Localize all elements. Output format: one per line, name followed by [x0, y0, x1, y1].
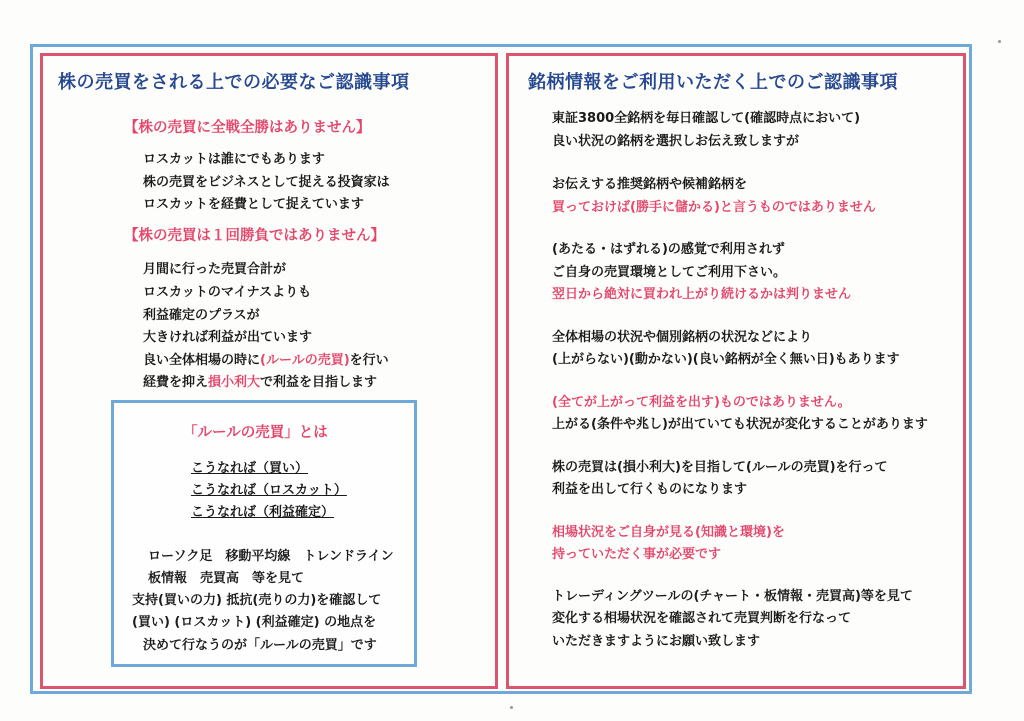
box-line: ローソク足 移動平均線 トレンドライン — [148, 549, 394, 564]
box-line: 支持(買いの力) 抵抗(売りの力)を確認して — [132, 593, 382, 608]
box-item: こうなれば（買い） — [191, 461, 309, 476]
section1-line: ロスカットを経費として捉えています — [143, 197, 364, 212]
box-line: 決めて行なうのが「ルールの売買」です — [143, 638, 377, 653]
p7-line-red: 相場状況をご自身が見る(知識と環境)を — [552, 525, 785, 540]
section1-heading: 【株の売買に全戦全勝はありません】 — [124, 120, 371, 136]
small-loss-big-profit-highlight: 損小利大 — [208, 375, 261, 390]
p3-line-red: 翌日から絶対に買われ上がり続けるかは判りません — [552, 287, 852, 302]
section1-line: 株の売買をビジネスとして捉える投資家は — [143, 175, 390, 190]
p8-line: いただきますようにお願い致します — [552, 634, 761, 649]
p5-line-red: (全てが上がって利益を出す)ものではありません。 — [552, 395, 851, 410]
box-line: (買い) (ロスカット) (利益確定) の地点を — [132, 615, 377, 630]
section2-line: 大きければ利益が出ています — [143, 330, 313, 345]
p1-line: 東証3800全銘柄を毎日確認して(確認時点において) — [552, 111, 861, 126]
box-line: 板情報 売買高 等を見て — [148, 571, 305, 586]
text: で利益を目指します — [260, 375, 378, 390]
box-heading: 「ルールの売買」とは — [183, 425, 328, 441]
box-item: こうなれば（ロスカット） — [191, 483, 347, 498]
section2-line: 利益確定のプラスが — [143, 308, 260, 323]
p5-line: 上がる(条件や兆し)が出ていても状況が変化することがあります — [552, 417, 928, 432]
rule-trading-highlight: (ルールの売買) — [260, 353, 350, 368]
scan-speck — [998, 40, 1001, 43]
text: 経費を抑え — [143, 375, 209, 390]
p8-line: 変化する相場状況を確認されて売買判断を行なって — [552, 611, 852, 626]
section2-heading: 【株の売買は１回勝負ではありません】 — [124, 228, 385, 244]
section2-line: ロスカットのマイナスよりも — [143, 285, 312, 300]
p2-line-red: 買っておけば(勝手に儲かる)と言うものではありません — [552, 200, 876, 215]
p8-line: トレーディングツールの(チャート・板情報・売買高)等を見て — [552, 589, 913, 604]
section1-line: ロスカットは誰にでもあります — [143, 152, 325, 167]
right-title: 銘柄情報をご利用いただく上でのご認識事項 — [528, 72, 898, 93]
p6-line: 株の売買は(損小利大)を目指して(ルールの売買)を行って — [552, 460, 888, 475]
p4-line: (上がらない)(動かない)(良い銘柄が全く無い日)もあります — [552, 352, 900, 367]
box-item: こうなれば（利益確定） — [191, 505, 335, 520]
text: を行い — [349, 353, 389, 368]
p6-line: 利益を出して行くものになります — [552, 482, 748, 497]
section2-line-profit — [143, 371, 377, 390]
text: 良い全体相場の時に — [143, 353, 261, 368]
p3-line: ご自身の売買環境としてご利用下さい。 — [552, 265, 787, 280]
section2-line: 月間に行った売買合計が — [143, 262, 287, 277]
p4-line: 全体相場の状況や個別銘柄の状況などにより — [552, 330, 813, 345]
p3-line: (あたる・はずれる)の感覚で利用されず — [552, 242, 785, 257]
p7-line-red: 持っていただく事が必要です — [552, 547, 722, 562]
scan-speck — [510, 706, 513, 709]
left-title: 株の売買をされる上での必要なご認識事項 — [58, 72, 410, 93]
p2-line: お伝えする推奨銘柄や候補銘柄を — [552, 177, 748, 192]
section2-line-rule — [143, 349, 389, 368]
p1-line: 良い状況の銘柄を選択しお伝え致しますが — [552, 134, 800, 149]
